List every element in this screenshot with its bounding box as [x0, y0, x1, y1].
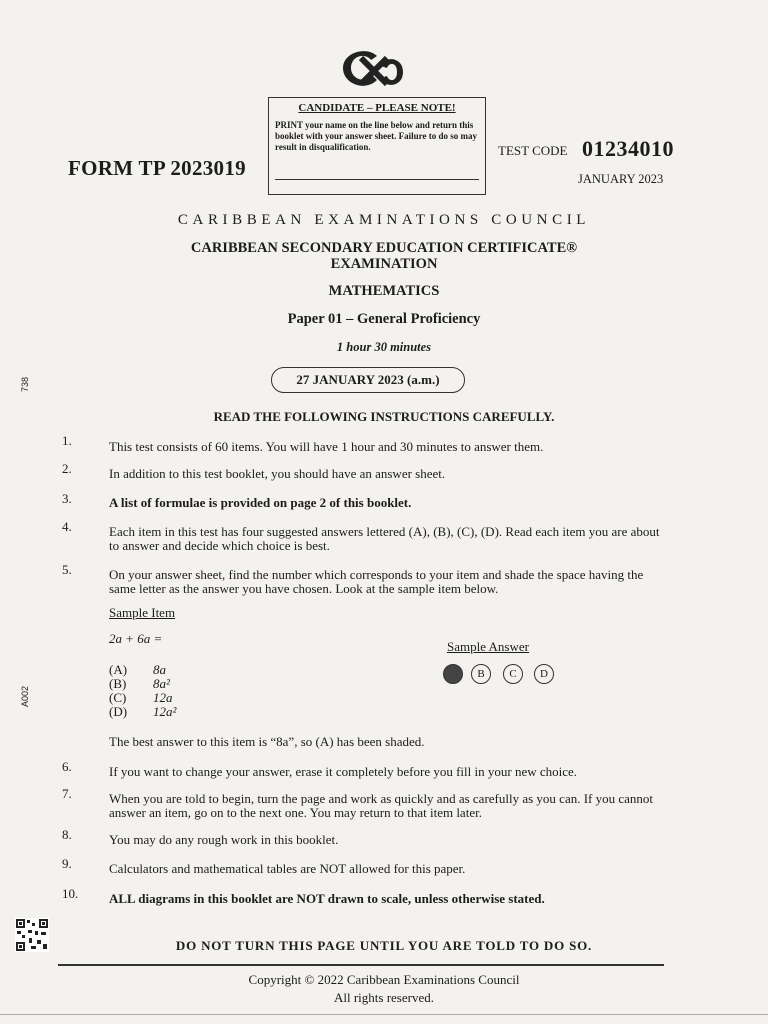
- exam-month: JANUARY 2023: [578, 172, 664, 186]
- instruction-number: 5.: [62, 562, 72, 577]
- instruction-number: 7.: [62, 786, 72, 801]
- sample-option-label: (B): [109, 676, 127, 691]
- sample-option-value: 8a: [153, 662, 166, 677]
- form-number: FORM TP 2023019: [68, 156, 246, 180]
- side-code-top: 738: [20, 376, 30, 392]
- instruction-number: 2.: [62, 461, 72, 476]
- test-code-label: TEST CODE: [498, 143, 568, 158]
- instruction-number: 1.: [62, 433, 72, 448]
- paper-title: Paper 01 – General Proficiency: [287, 311, 481, 327]
- sample-item-heading: Sample Item: [109, 605, 176, 620]
- side-code-bottom: A002: [20, 685, 30, 707]
- instruction-number: 8.: [62, 827, 72, 842]
- candidate-notice-box: [268, 97, 486, 195]
- instruction-number: 6.: [62, 759, 72, 774]
- svg-text:CXC: CXC: [372, 74, 375, 75]
- sample-option-label: (C): [109, 690, 127, 705]
- exam-date-box: 27 JANUARY 2023 (a.m.): [271, 367, 465, 393]
- sample-option-label: (D): [109, 704, 128, 719]
- instruction-text: A list of formulae is provided on page 2 of this booklet.: [109, 495, 412, 510]
- sample-option-value: 12a: [153, 690, 173, 705]
- footer-divider: [58, 964, 664, 966]
- sample-option-value: 12a²: [153, 704, 177, 719]
- subject-title: MATHEMATICS: [328, 283, 440, 299]
- sample-answer-heading: Sample Answer: [447, 639, 529, 654]
- instruction-text: When you are told to begin, turn the page and work as quickly and as carefully as you can. If you cannot answer an item, go on to the next one. You may return to that item later.: [109, 791, 654, 820]
- instruction-text: ALL diagrams in this booklet are NOT drawn to scale, unless otherwise stated.: [109, 891, 545, 906]
- sample-question: 2a + 6a =: [109, 631, 163, 646]
- council-name: CARIBBEAN EXAMINATIONS COUNCIL: [177, 212, 591, 228]
- notice-text: PRINT your name on the line below and return this booklet with your answer sheet. Failure to do so may result in disqualification.: [275, 120, 478, 152]
- sample-answer-bubbles: [443, 664, 555, 690]
- read-instructions-heading: READ THE FOLLOWING INSTRUCTIONS CAREFULLY.: [213, 409, 555, 424]
- instruction-text: In addition to this test booklet, you should have an answer sheet.: [109, 466, 446, 481]
- candidate-name-line[interactable]: [275, 179, 479, 180]
- certificate-title-line2: EXAMINATION: [330, 256, 438, 272]
- instruction-number: 3.: [62, 491, 72, 506]
- instruction-text: Each item in this test has four suggested answers lettered (A), (B), (C), (D). Read each item you are about to answer and decide which choice is best.: [109, 524, 660, 553]
- instruction-text: Calculators and mathematical tables are NOT allowed for this paper.: [109, 861, 466, 876]
- rights-reserved: All rights reserved.: [333, 990, 434, 1005]
- instruction-text: If you want to change your answer, erase it completely before you fill in your new choice.: [109, 764, 578, 779]
- notice-title: CANDIDATE – PLEASE NOTE!: [298, 102, 456, 114]
- sample-note: The best answer to this item is “8a”, so (A) has been shaded.: [109, 734, 425, 749]
- answer-bubble: D: [534, 664, 554, 684]
- answer-bubble-shaded: A: [443, 664, 463, 684]
- do-not-turn-warning: DO NOT TURN THIS PAGE UNTIL YOU ARE TOLD TO DO SO.: [175, 938, 593, 953]
- sample-option-value: 8a²: [153, 676, 170, 691]
- duration: 1 hour 30 minutes: [336, 340, 432, 354]
- instruction-number: 10.: [62, 886, 79, 901]
- instruction-text: On your answer sheet, find the number which corresponds to your item and shade the space having the same letter as the answer you have chosen. Look at the sample item below.: [109, 567, 644, 596]
- copyright: Copyright © 2022 Caribbean Examinations Council: [248, 972, 520, 987]
- certificate-title: CARIBBEAN SECONDARY EDUCATION CERTIFICATE®: [190, 240, 578, 256]
- cxc-logo: [337, 44, 407, 94]
- page-edge-line: [0, 1014, 768, 1015]
- instruction-text: This test consists of 60 items. You will have 1 hour and 30 minutes to answer them.: [109, 439, 544, 454]
- answer-bubble: C: [503, 664, 523, 684]
- test-code: 01234010: [582, 136, 674, 161]
- instruction-text: You may do any rough work in this booklet.: [109, 832, 339, 847]
- instruction-number: 9.: [62, 856, 72, 871]
- instruction-number: 4.: [62, 519, 72, 534]
- answer-bubble: B: [471, 664, 491, 684]
- sample-option-label: (A): [109, 662, 128, 677]
